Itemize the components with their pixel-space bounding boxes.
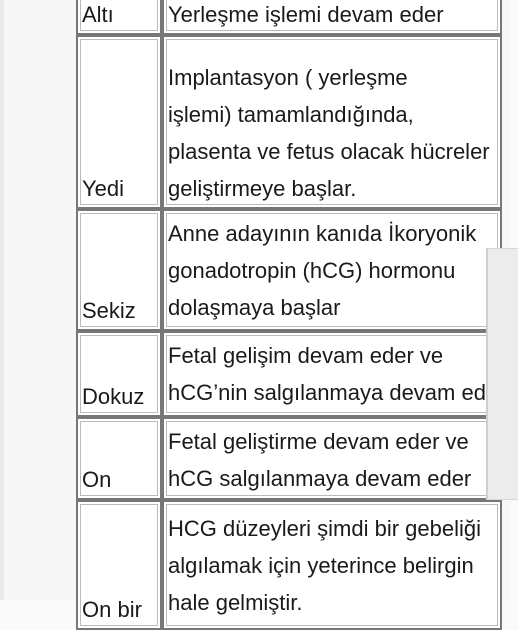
day-cell: Altı	[76, 0, 162, 35]
description-cell	[162, 331, 502, 417]
description-line: hCG salgılanmaya devam eder	[168, 466, 472, 491]
day-cell: Yedi	[76, 35, 162, 209]
table-row	[76, 35, 502, 209]
day-cell: On	[76, 417, 162, 500]
description-cell	[162, 417, 502, 500]
description-line: dolaşmaya başlar	[168, 295, 341, 320]
table-row	[76, 331, 502, 417]
pregnancy-days-table	[76, 0, 502, 630]
description-line: Yerleşme işlemi devam eder	[168, 2, 444, 27]
day-cell: Sekiz	[76, 209, 162, 331]
description-cell	[162, 209, 502, 331]
description-cell	[162, 0, 502, 35]
description-line: işlemi) tamamlandığında,	[168, 102, 414, 127]
table-row	[76, 0, 502, 35]
table-row	[76, 500, 502, 630]
collapsed-side-panel[interactable]	[486, 248, 518, 500]
description-line: gonadotropin (hCG) hormonu	[168, 258, 456, 283]
table-row	[76, 209, 502, 331]
description-line: Fetal gelişim devam eder ve	[168, 343, 444, 368]
description-line: Anne adayının kanıda İkoryonik	[168, 221, 477, 246]
description-line: hale gelmiştir.	[168, 590, 303, 615]
day-cell: On bir	[76, 500, 162, 630]
description-cell	[162, 35, 502, 209]
description-line: Implantasyon ( yerleşme	[168, 65, 408, 90]
description-line: hCG’nin salgılanmaya devam ed	[168, 380, 486, 405]
table-row	[76, 417, 502, 500]
description-line: Fetal geliştirme devam eder ve	[168, 429, 469, 454]
day-cell: Dokuz	[76, 331, 162, 417]
description-line: HCG düzeyleri şimdi bir gebeliği	[168, 516, 482, 541]
description-cell	[162, 500, 502, 630]
description-line: plasenta ve fetus olacak hücreler	[168, 139, 490, 164]
description-line: algılamak için yeterince belirgin	[168, 553, 474, 578]
description-line: geliştirmeye başlar.	[168, 176, 357, 201]
page-edge	[0, 0, 4, 600]
